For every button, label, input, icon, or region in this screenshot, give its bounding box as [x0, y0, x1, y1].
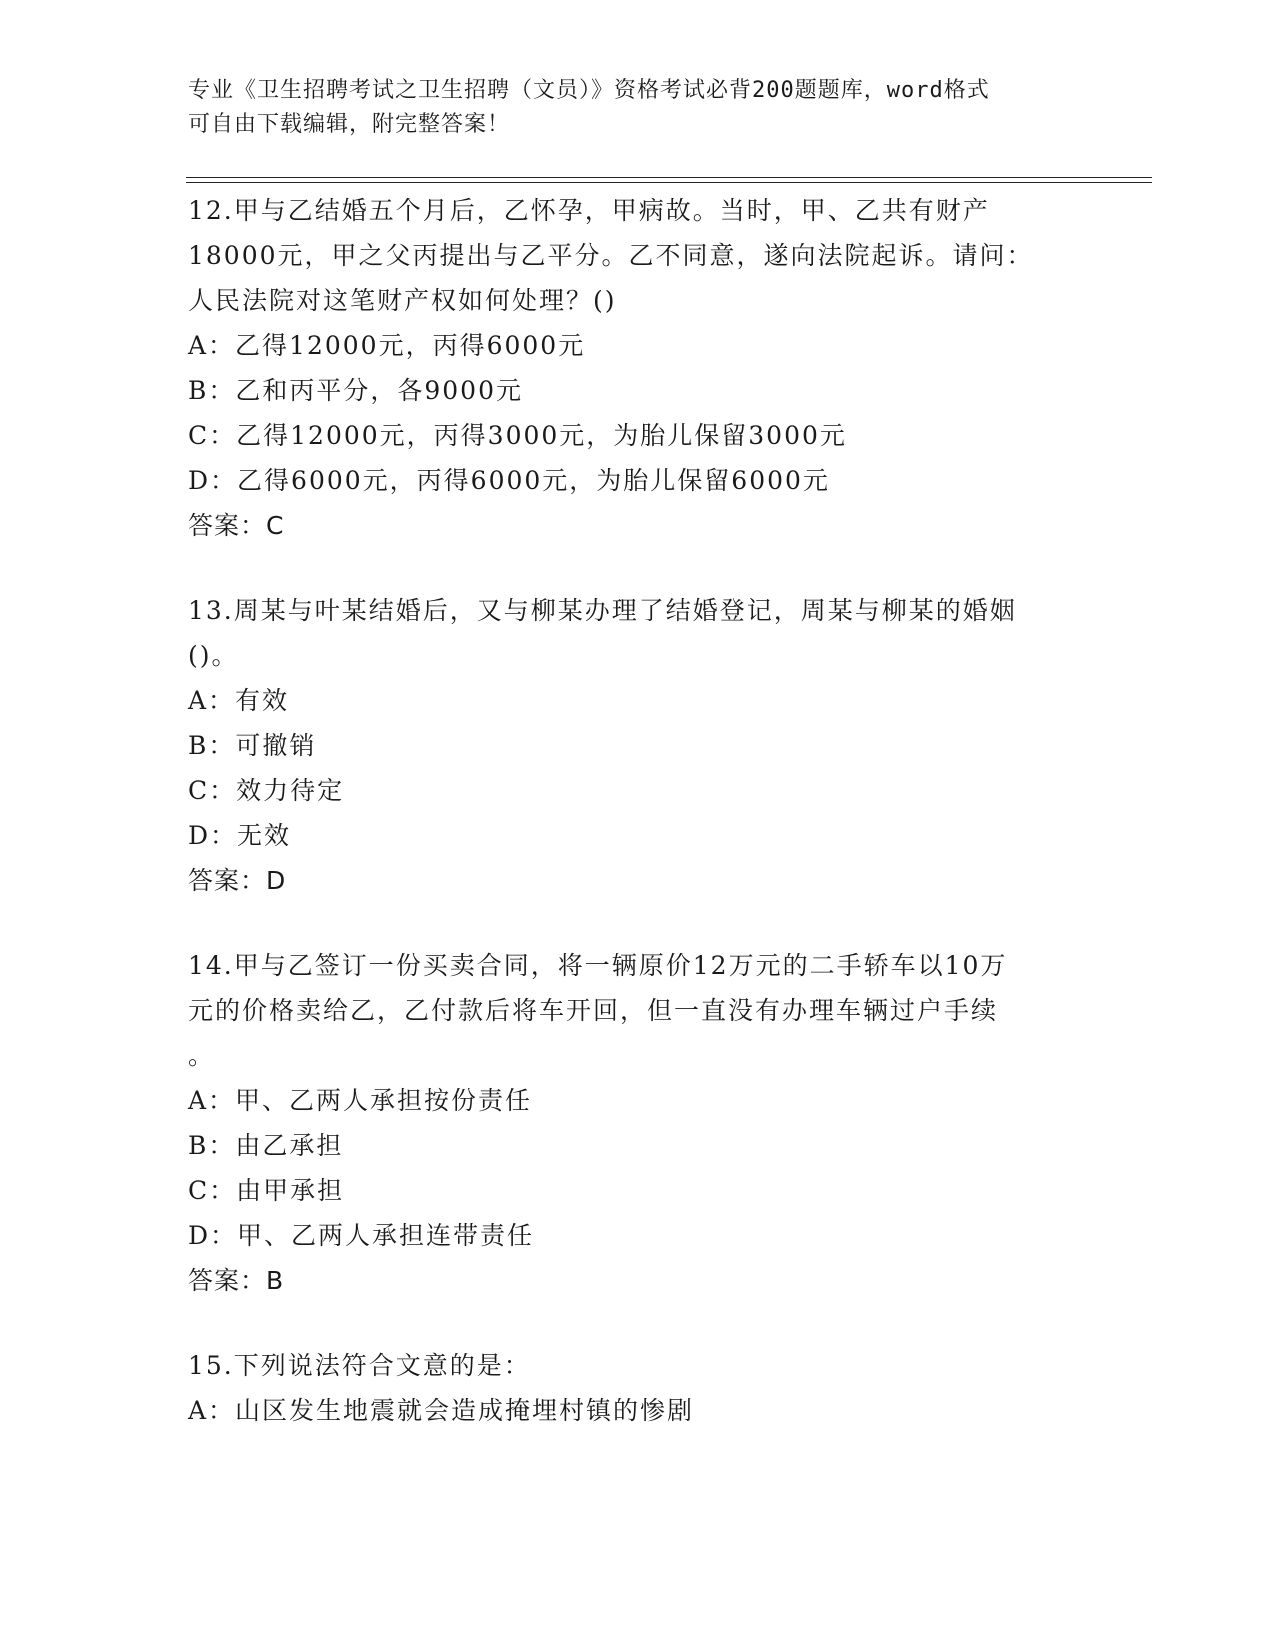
question-text-line: 人民法院对这笔财产权如何处理？() [188, 286, 617, 315]
option-c: C：效力待定 [188, 776, 345, 805]
question-text-line: 13.周某与叶某结婚后，又与柳某办理了结婚登记，周某与柳某的婚姻 [188, 596, 1017, 625]
option-d: D：甲、乙两人承担连带责任 [188, 1221, 535, 1250]
question-text-line: 18000元，甲之父丙提出与乙平分。乙不同意，遂向法院起诉。请问： [188, 241, 1034, 270]
question-12 [188, 188, 1088, 548]
question-text-line: 12.甲与乙结婚五个月后，乙怀孕，甲病故。当时，甲、乙共有财产 [188, 196, 990, 225]
question-13 [188, 588, 1088, 903]
question-15 [188, 1343, 1088, 1433]
document-header [188, 74, 1088, 142]
header-divider [186, 177, 1152, 183]
option-b: B：由乙承担 [188, 1131, 344, 1160]
option-b: B：乙和丙平分，各9000元 [188, 376, 523, 405]
option-a: A：山区发生地震就会造成掩埋村镇的惨剧 [188, 1396, 695, 1425]
question-text-line: 元的价格卖给乙，乙付款后将车开回，但一直没有办理车辆过户手续 [188, 996, 999, 1025]
option-c: C：乙得12000元，丙得3000元，为胎儿保留3000元 [188, 421, 847, 450]
question-list [188, 188, 1088, 1473]
header-line-1: 专业《卫生招聘考试之卫生招聘（文员）》资格考试必背200题题库，word格式 [188, 78, 990, 103]
option-d: D：乙得6000元，丙得6000元，为胎儿保留6000元 [188, 466, 830, 495]
question-14 [188, 943, 1088, 1303]
option-c: C：由甲承担 [188, 1176, 345, 1205]
option-a: A：甲、乙两人承担按份责任 [188, 1086, 533, 1115]
option-d: D：无效 [188, 821, 292, 850]
question-text-line: 15.下列说法符合文意的是： [188, 1351, 531, 1380]
answer-line: 答案：B [188, 1266, 285, 1295]
option-b: B：可撤销 [188, 731, 317, 760]
option-a: A：乙得12000元，丙得6000元 [188, 331, 586, 360]
question-text-line: 14.甲与乙签订一份买卖合同，将一辆原价12万元的二手轿车以10万 [188, 951, 1008, 980]
question-text-line: 。 [188, 1041, 216, 1070]
option-a: A：有效 [188, 686, 290, 715]
question-text-line: ()。 [188, 641, 239, 670]
answer-line: 答案：D [188, 866, 287, 895]
answer-line: 答案：C [188, 511, 285, 540]
header-line-2: 可自由下载编辑，附完整答案！ [188, 112, 511, 137]
